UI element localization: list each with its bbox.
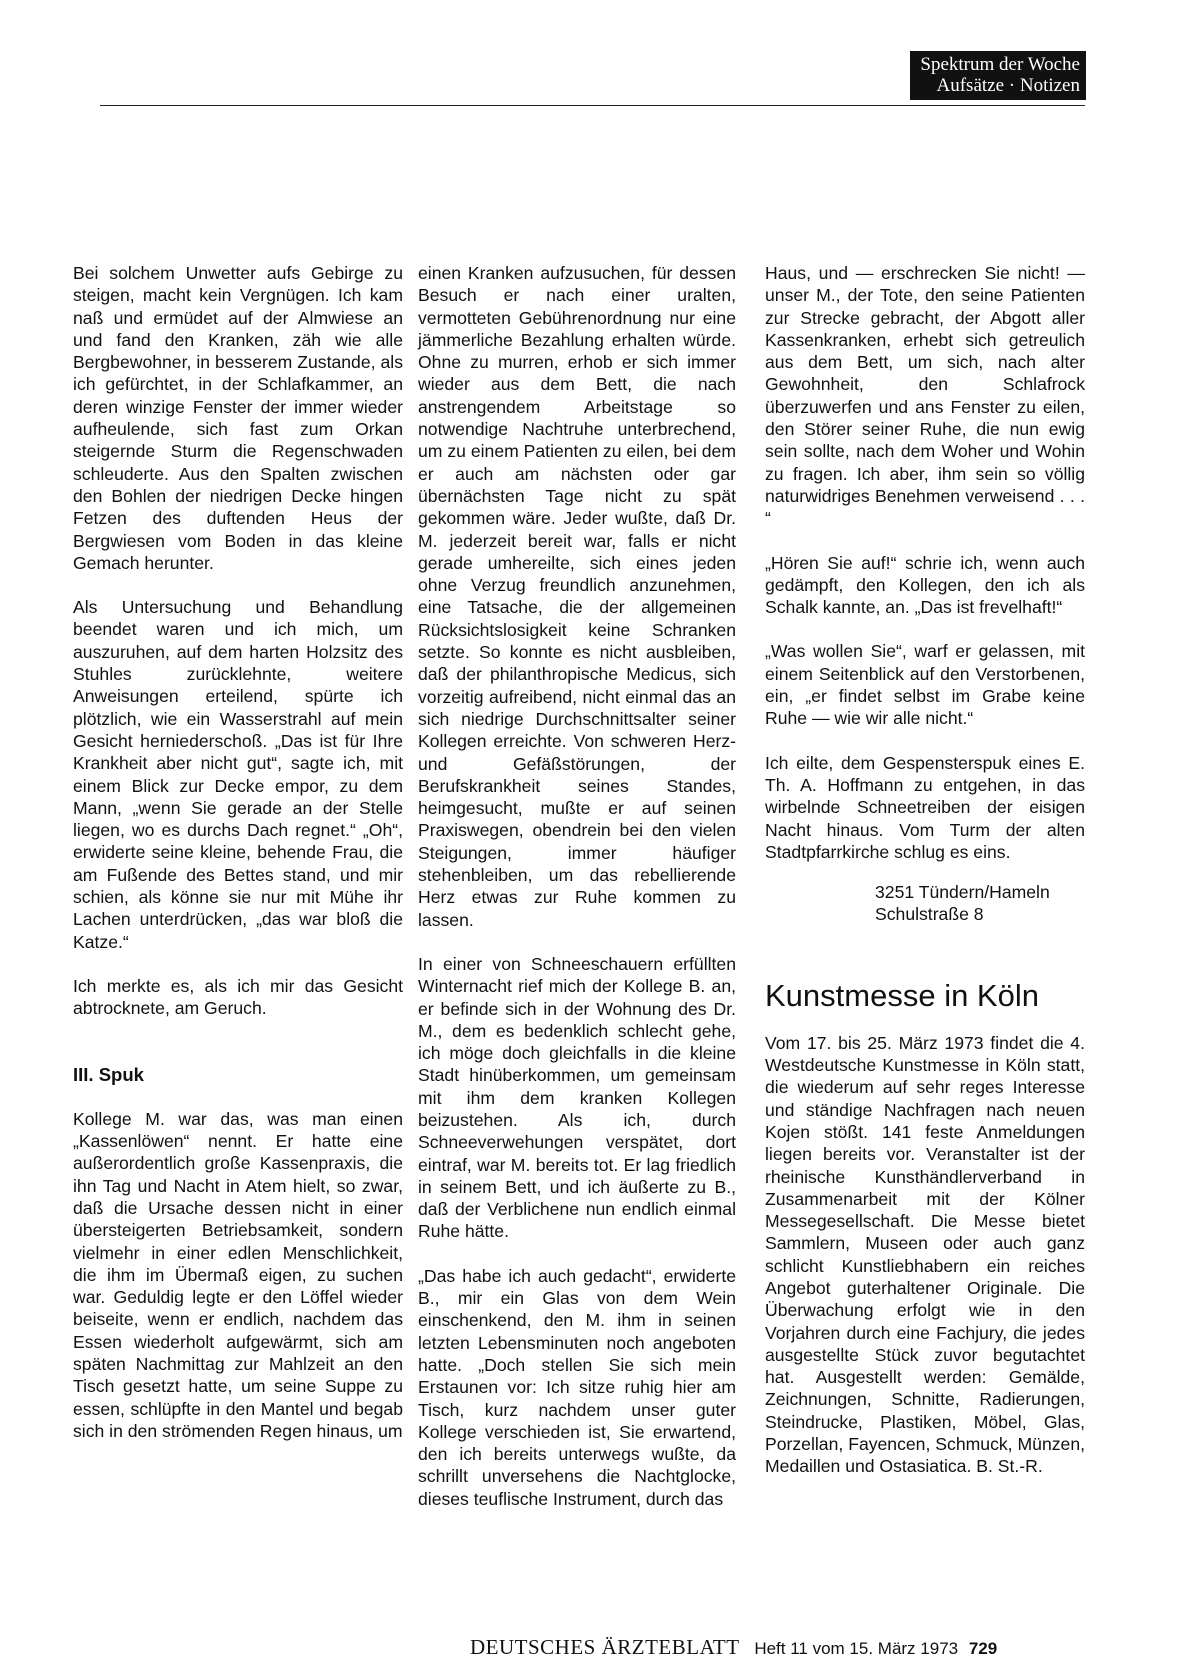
address-line: 3251 Tündern/Hameln bbox=[875, 882, 1050, 903]
paragraph: Bei solchem Unwetter aufs Gebirge zu steigen, macht kein Vergnügen. Ich kam naß und ermüdet auf der Almwiese an und fand den Kranken, zäh wie alle Bergbewohner, in besserem Zustande, als ich gefürchtet, in der Schlafkammer, an deren winzige Fenster der immer wieder aufheulende, sich fast zum Orkan steigernde Sturm die Regenschwaden schleuderte. Aus den Spalten zwischen den Bohlen der niedrigen Decke hingen Fetzen des duftenden Heus der Bergwiesen vom Boden in das kleine Gemach herunter. bbox=[73, 263, 403, 573]
article-title: Kunstmesse in Köln bbox=[765, 977, 1039, 1013]
column-1 bbox=[73, 262, 403, 1442]
paragraph: „Hören Sie auf!“ schrie ich, wenn auch gedämpft, den Kollegen, den ich als Schalk kannte, an. „Das ist frevelhaft!“ bbox=[765, 552, 1085, 618]
page-footer bbox=[470, 1635, 997, 1660]
paragraph: Ich eilte, dem Gespensterspuk eines E. Th. A. Hoffmann zu entgehen, in das wirbelnde Schneetreiben der eisigen Nacht hinaus. Vom Turm der alten Stadtpfarrkirche schlug es eins. bbox=[765, 752, 1085, 862]
journal-name: DEUTSCHES ÄRZTEBLATT bbox=[470, 1635, 740, 1659]
paragraph: Ich merkte es, als ich mir das Gesicht abtrocknete, am Geruch. bbox=[73, 975, 403, 1019]
section-heading: III. Spuk bbox=[73, 1063, 144, 1085]
header-rule bbox=[100, 105, 1085, 106]
page-number: 729 bbox=[968, 1639, 998, 1658]
section-subtitle: Aufsätze · Notizen bbox=[936, 75, 1080, 96]
paragraph: Vom 17. bis 25. März 1973 findet die 4. Westdeutsche Kunstmesse in Köln statt, die wiederum auf sehr reges Interesse und ständige Nachfragen nach neuen Kojen stößt. 141 feste Anmeldungen liegen bereits vor. Veranstalter ist der rheinische Kunsthändlerverband in Zusammenarbeit mit der Kölner Messegesellschaft. Die Messe bietet Sammlern, Museen oder auch ganz schlicht Kunstliebhabern ein reiches Angebot guterhaltener Originale. Die Überwachung erfolgt wie in den Vorjahren durch eine Fachjury, die jedes ausgestellte Stück zuvor begutachtet hat. Ausgestellt werden: Gemälde, Zeichnungen, Schnitte, Radierungen, Steindrucke, Plastiken, Möbel, Glas, Porzellan, Fayencen, Schmuck, Münzen, Medaillen und Ostasiatica. B. St.-R. bbox=[765, 1032, 1085, 1477]
paragraph: Kollege M. war das, was man einen „Kassenlöwen“ nennt. Er hatte eine außerordentlich große Kassenpraxis, die ihn Tag und Nacht in Atem hielt, so zwar, daß die Ursache dessen nicht in einer übersteigerten Betriebsamkeit, sondern vielmehr in einer edlen Menschlichkeit, die ihm im Übermaß eigen, zu suchen war. Geduldig legte er den Löffel wieder beiseite, wenn er endlich, nachdem das Essen wiederholt aufgewärmt, sich am späten Nachmittag zur Mahlzeit an den Tisch gesetzt hatte, um seine Suppe zu essen, schlüpfte in den Mantel und begab sich in den strömenden Regen hinaus, um bbox=[73, 1108, 403, 1441]
address-line: Schulstraße 8 bbox=[875, 904, 984, 925]
author-address bbox=[765, 881, 1085, 926]
section-title: Spektrum der Woche bbox=[920, 54, 1080, 75]
paragraph: einen Kranken aufzusuchen, für dessen Besuch er nach einer uralten, vermotteten Gebührenordnung nur eine jämmerliche Bezahlung erhalten würde. Ohne zu murren, erhob er sich immer wieder aus dem Bett, die nach anstrengendem Arbeitstage so notwendige Nachtruhe unterbrechend, um zu einem Patienten zu eilen, bei dem er auch am nächsten oder gar übernächsten Tage nicht zu spät gekommen wäre. Jeder wußte, daß Dr. M. jederzeit bereit war, falls er nicht gerade umhereilte, sich eines jeden ohne Verzug freundlich anzunehmen, eine Tatsache, die der allgemeinen Rücksichtslosigkeit keine Schranken setzte. So konnte es nicht ausbleiben, daß der philanthropische Medicus, sich vorzeitig aufreibend, nicht einmal das an sich niedrige Durchschnittsalter seiner Kollegen erreichte. Von schweren Herz- und Gefäßstörungen, der Berufskrankheit seines Standes, heimgesucht, mußte er auf seinen Praxiswegen, obendrein bei den vielen Steigungen, immer häufiger stehenbleiben, um das rebellierende Herz etwas zur Ruhe kommen zu lassen. bbox=[418, 263, 736, 930]
paragraph: „Was wollen Sie“, warf er gelassen, mit einem Seitenblick auf den Verstorbenen, ein, „er findet selbst im Grabe keine Ruhe — wie wir alle nicht.“ bbox=[765, 641, 1085, 729]
paragraph: In einer von Schneeschauern erfüllten Winternacht rief mich der Kollege B. an, er befinde sich in der Wohnung des Dr. M., dem es bedenklich schlecht gehe, ich möge doch gleichfalls in die kleine Stadt hinüberkommen, um gemeinsam mit ihm dem kranken Kollegen beizustehen. Als ich, durch Schneeverwehungen verspätet, dort eintraf, war M. bereits tot. Er lag friedlich in seinem Bett, und ich äußerte zu B., daß der Verblichene nun endlich einmal Ruhe hätte. bbox=[418, 953, 736, 1242]
column-3 bbox=[765, 262, 1085, 1478]
section-badge bbox=[910, 51, 1086, 100]
paragraph: Als Untersuchung und Behandlung beendet waren und ich mich, um auszuruhen, auf dem harten Holzsitz des Stuhles zurücklehnte, weitere Anweisungen erteilend, spürte ich plötzlich, wie ein Wasserstrahl auf mein Gesicht herniederschoß. „Das ist für Ihre Krankheit aber nicht gut“, sagte ich, mit einem Blick zur Decke empor, zu dem Mann, „wenn Sie gerade an der Stelle liegen, wo es durchs Dach regnet.“ „Oh“, erwiderte seine kleine, behende Frau, die am Fußende des Bettes stand, und mir schien, als könne sie nur mit Mühe ihr Lachen unterdrücken, „das war bloß die Katze.“ bbox=[73, 597, 403, 952]
paragraph: „Das habe ich auch gedacht“, erwiderte B., mir ein Glas von dem Wein einschenkend, den M. ihm in seinen letzten Lebensminuten noch angeboten hatte. „Doch stellen Sie sich mein Erstaunen vor: Ich sitze ruhig hier am Tisch, kurz nachdem unser guter Kollege verschieden ist, Sie erwartend, den ich bereits unterwegs wußte, da schrillt unversehens die Nachtglocke, dieses teuflische Instrument, durch das bbox=[418, 1265, 736, 1509]
column-2 bbox=[418, 262, 736, 1510]
paragraph: Haus, und — erschrecken Sie nicht! — unser M., der Tote, den seine Patienten zur Strecke gebracht, der Abgott aller Kassenkranken, erhebt sich getreulich aus dem Bett, um sich, nach alter Gewohnheit, den Schlafrock überzuwerfen und ans Fenster zu eilen, den Störer seiner Ruhe, die nun ewig sein sollte, nach dem Woher und Wohin zu fragen. Ich aber, ihm sein so völlig naturwidriges Benehmen verweisend . . . “ bbox=[765, 263, 1085, 529]
issue-info: Heft 11 vom 15. März 1973 bbox=[754, 1639, 959, 1658]
